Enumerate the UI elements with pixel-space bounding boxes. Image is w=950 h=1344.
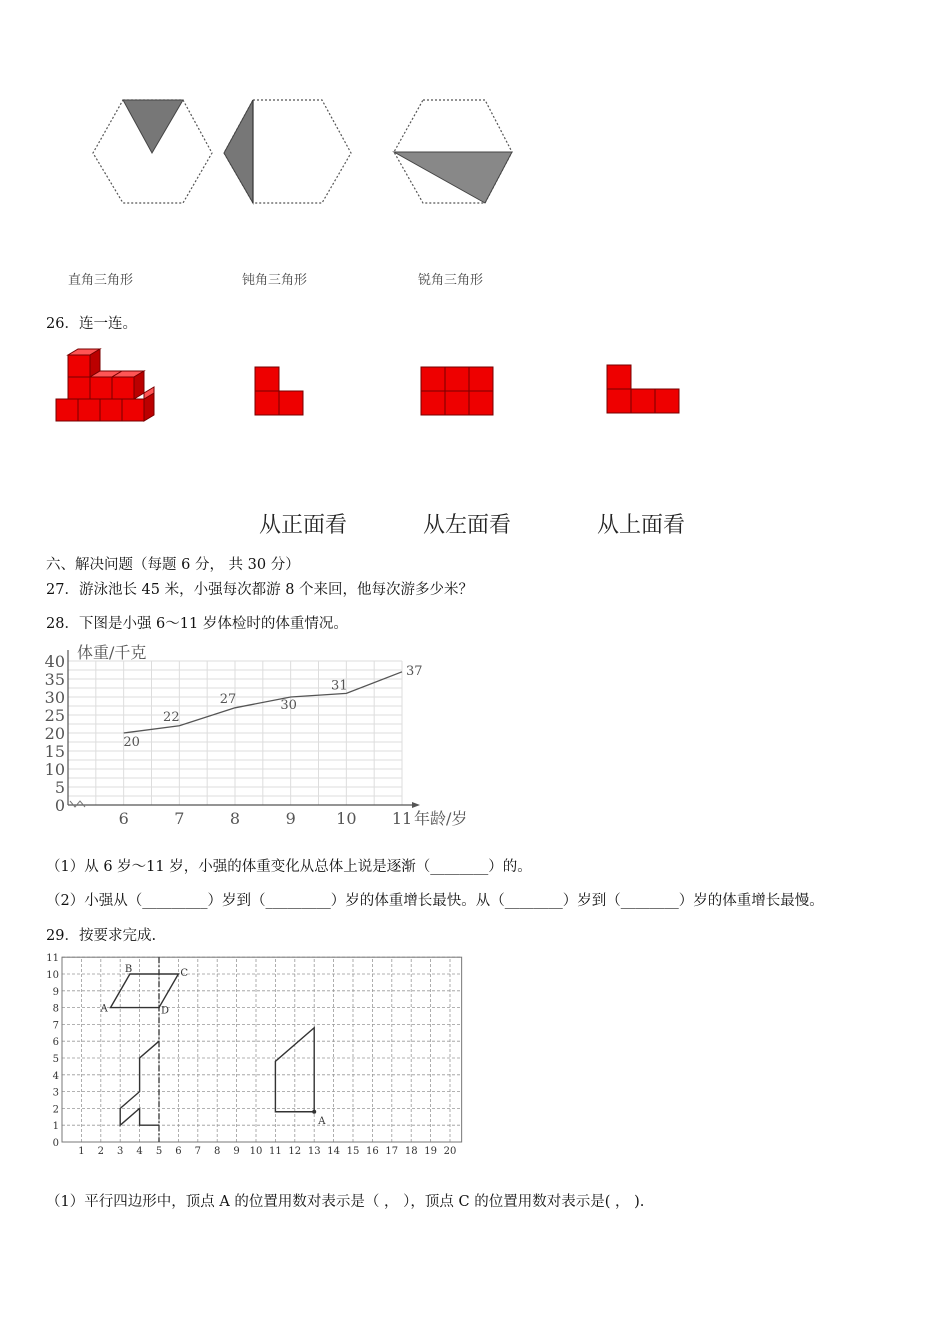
grid-y-tick: 2 xyxy=(52,1104,59,1116)
grid-y-tick: 0 xyxy=(52,1138,59,1149)
grid-x-tick: 16 xyxy=(366,1146,379,1157)
cube-figures xyxy=(50,345,710,435)
data-label: 20 xyxy=(123,735,140,750)
x-tick-label: 7 xyxy=(174,809,185,828)
label-right-triangle: 直角三角形 xyxy=(68,273,134,288)
x-tick-label: 11 xyxy=(391,809,413,828)
x-axis-label: 年龄/岁 xyxy=(414,809,468,828)
data-label: 22 xyxy=(163,709,180,725)
y-tick-label: 15 xyxy=(44,742,65,761)
q28-text: 28．下图是小强 6～11 岁体检时的体重情况。 xyxy=(46,616,348,632)
q27-text: 27．游泳池长 45 米，小强每次都游 8 个来回，他每次游多少米？ xyxy=(46,582,474,598)
q26-title: 26．连一连。 xyxy=(46,316,137,332)
grid-x-tick: 10 xyxy=(249,1146,263,1157)
grid-x-tick: 14 xyxy=(327,1146,340,1157)
x-tick-label: 10 xyxy=(336,809,357,828)
axis-break-mark xyxy=(70,801,85,807)
grid-x-tick: 17 xyxy=(385,1146,399,1157)
y-tick-label: 35 xyxy=(44,670,65,689)
view-left-label: 从左面看 xyxy=(423,513,512,538)
y-tick-label: 30 xyxy=(44,688,65,707)
y-tick-label: 20 xyxy=(44,724,65,743)
grid-x-tick: 18 xyxy=(404,1146,418,1157)
trapezoid-point-a xyxy=(312,1110,316,1114)
grid-x-tick: 20 xyxy=(443,1146,457,1157)
grid-y-tick: 10 xyxy=(46,970,59,981)
grid-x-tick: 2 xyxy=(97,1146,104,1157)
x-tick-label: 6 xyxy=(118,809,129,828)
top-view-shape xyxy=(607,365,679,413)
trapezoid-a-label: A xyxy=(318,1115,326,1127)
q29-sub1: （1）平行四边形中，顶点 A 的位置用数对表示是（ ， ），顶点 C 的位置用数对表示是( ， ). xyxy=(46,1194,645,1210)
view-front-label: 从正面看 xyxy=(259,513,348,538)
cube-stack-3d xyxy=(56,349,154,421)
q29-text: 29．按要求完成. xyxy=(46,928,157,944)
weight-line-chart xyxy=(30,638,500,834)
grid-y-tick: 5 xyxy=(52,1054,59,1065)
view-top-label: 从上面看 xyxy=(597,513,686,538)
grid-border xyxy=(62,957,462,1142)
grid-y-tick: 7 xyxy=(52,1020,59,1032)
grid-x-tick: 4 xyxy=(136,1146,143,1157)
left-view-shape xyxy=(421,367,493,415)
y-tick-label: 0 xyxy=(54,796,65,815)
y-tick-label: 40 xyxy=(44,652,65,671)
grid-x-tick: 1 xyxy=(78,1146,85,1157)
grid-x-tick: 6 xyxy=(175,1146,182,1157)
grid-y-tick: 3 xyxy=(52,1087,59,1099)
x-tick-label: 8 xyxy=(229,809,241,828)
grid-x-tick: 11 xyxy=(269,1146,282,1157)
hexagon-right-triangle xyxy=(93,100,212,203)
x-axis-arrow xyxy=(412,802,420,808)
grid-x-tick: 15 xyxy=(346,1146,360,1157)
grid-y-tick: 6 xyxy=(52,1037,59,1049)
grid-x-tick: 9 xyxy=(233,1146,240,1157)
q28-sub2: （2）小强从（_________）岁到（_________）岁的体重增长最快。从（________）岁到（________）岁的体重增长最慢。 xyxy=(46,893,824,909)
y-tick-label: 5 xyxy=(54,778,65,797)
label-acute-triangle: 锐角三角形 xyxy=(418,273,484,288)
grid-y-tick: 1 xyxy=(52,1121,59,1133)
grid-x-tick: 19 xyxy=(424,1146,437,1157)
hexagon-acute-triangle xyxy=(394,100,512,203)
y-tick-label: 25 xyxy=(44,706,65,725)
grid-x-tick: 13 xyxy=(307,1146,321,1157)
point-c-label: C xyxy=(180,968,189,979)
grid-x-tick: 3 xyxy=(117,1146,124,1157)
grid-y-tick: 11 xyxy=(46,953,59,965)
front-view-shape xyxy=(255,367,303,415)
section6-heading: 六、解决问题（每题 6 分， 共 30 分） xyxy=(46,557,300,573)
grid-y-tick: 8 xyxy=(52,1003,59,1015)
point-d-label: D xyxy=(161,1005,170,1017)
grid-y-tick: 9 xyxy=(52,986,59,998)
coordinate-grid xyxy=(46,950,466,1165)
y-axis-label: 体重/千克 xyxy=(77,643,147,662)
point-b-label: B xyxy=(124,964,133,975)
grid-x-tick: 7 xyxy=(194,1146,201,1157)
grid-x-tick: 12 xyxy=(288,1146,302,1157)
q28-sub1: （1）从 6 岁～11 岁，小强的体重变化从总体上说是逐渐（________）的。 xyxy=(46,859,532,875)
grid-y-tick: 4 xyxy=(52,1070,59,1082)
x-tick-label: 9 xyxy=(285,809,296,828)
data-label: 31 xyxy=(331,678,348,694)
grid-x-tick: 8 xyxy=(214,1146,221,1157)
point-a-label: A xyxy=(100,1003,108,1015)
half-figure xyxy=(120,1041,159,1125)
data-label: 30 xyxy=(280,698,297,713)
hexagon-obtuse-triangle xyxy=(224,100,351,203)
data-label: 37 xyxy=(406,663,423,679)
hexagon-figures xyxy=(40,90,540,300)
grid-x-tick: 5 xyxy=(155,1146,163,1157)
label-obtuse-triangle: 钝角三角形 xyxy=(242,273,308,288)
data-label: 27 xyxy=(219,691,237,707)
y-tick-label: 10 xyxy=(44,760,65,779)
